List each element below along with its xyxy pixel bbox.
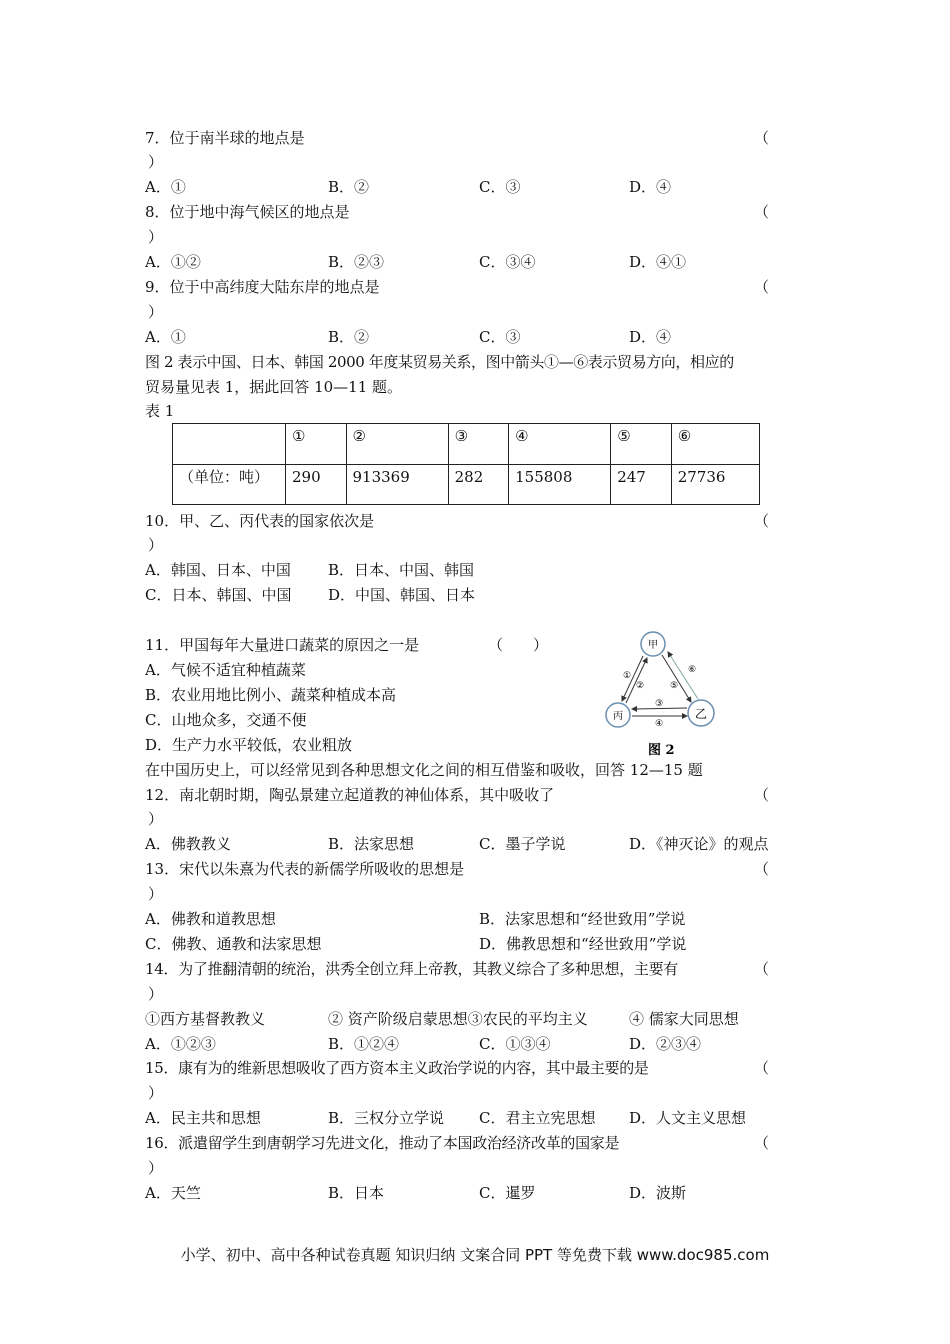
table-cell: 155808 (509, 464, 611, 505)
figure-2-caption: 图 2 (648, 743, 675, 758)
question-9-option-d: D．④ (629, 328, 672, 346)
question-15-paren-open: （ (754, 1059, 770, 1077)
question-14-stem: 14．为了推翻清朝的统治，洪秀全创立拜上帝教，其教义综合了多种思想，主要有 (145, 960, 678, 978)
question-8-option-d: D．④① (629, 253, 687, 271)
question-10-paren-close: ） (148, 536, 164, 554)
question-9-option-c: C．③ (479, 328, 521, 346)
question-10-option-b: B．日本、中国、韩国 (328, 561, 475, 579)
question-16-paren-open: （ (754, 1134, 770, 1152)
trade-volume-table (172, 423, 760, 505)
question-8-option-a: A．①② (145, 253, 201, 271)
question-11-option-c: C．山地众多，交通不便 (145, 711, 307, 729)
question-13-option-c: C．佛教、通教和法家思想 (145, 935, 322, 953)
table-cell: 282 (448, 464, 509, 505)
table-cell: 290 (286, 464, 347, 505)
question-16-option-b: B．日本 (328, 1184, 385, 1202)
question-16-option-a: A．天竺 (145, 1184, 201, 1202)
question-7-option-c: C．③ (479, 178, 521, 196)
question-9-option-b: B．② (328, 328, 370, 346)
footer-text: 小学、初中、高中各种试卷真题 知识归纳 文案合同 PPT 等免费下载 www.doc985.com (180, 1246, 770, 1264)
question-11-stem: 11．甲国每年大量进口蔬菜的原因之一是 (145, 636, 420, 654)
question-15-paren-close: ） (148, 1084, 164, 1102)
question-9-stem: 9．位于中高纬度大陆东岸的地点是 (145, 278, 380, 296)
question-8-paren-open: （ (754, 203, 770, 221)
node-yi-label: 乙 (694, 707, 708, 721)
question-12-paren-close: ） (148, 810, 164, 828)
question-15-stem: 15．康有为的维新思想吸收了西方资本主义政治学说的内容，其中最主要的是 (145, 1059, 649, 1077)
question-11-paren: （ ） (488, 636, 549, 654)
question-12-stem: 12．南北朝时期，陶弘景建立起道教的神仙体系，其中吸收了 (145, 786, 555, 804)
arrow-label-4: ④ (655, 719, 664, 729)
node-bing-label: 丙 (613, 711, 623, 722)
question-14-item-4: ④ 儒家大同思想 (629, 1010, 739, 1028)
question-12-option-d: D．《神灭论》的观点 (629, 835, 769, 853)
question-7-paren-close: ） (148, 153, 164, 171)
table-header-row (173, 424, 760, 465)
question-15-option-a: A．民主共和思想 (145, 1109, 261, 1127)
question-7-option-b: B．② (328, 178, 370, 196)
question-16-option-d: D．波斯 (629, 1184, 687, 1202)
question-15-option-c: C．君主立宪思想 (479, 1109, 596, 1127)
question-7-option-d: D．④ (629, 178, 672, 196)
question-13-paren-close: ） (148, 885, 164, 903)
table-cell: 27736 (671, 464, 759, 505)
table-header-cell: ② (346, 424, 448, 465)
question-7-option-a: A．① (145, 178, 186, 196)
intro-10-11-line-1: 图 2 表示中国、日本、韩国 2000 年度某贸易关系，图中箭头①—⑥表示贸易方向，相应的 (145, 353, 734, 371)
question-7-paren-open: （ (754, 129, 770, 147)
table-header-cell: ③ (448, 424, 509, 465)
question-13-paren-open: （ (754, 860, 770, 878)
question-14-item-1: ①西方基督教教义 (145, 1010, 266, 1028)
table-header-cell: ⑥ (671, 424, 759, 465)
table-header-cell: ⑤ (611, 424, 672, 465)
question-12-paren-open: （ (754, 786, 770, 804)
question-8-option-c: C．③④ (479, 253, 536, 271)
question-15-option-d: D．人文主义思想 (629, 1109, 747, 1127)
question-9-paren-open: （ (754, 278, 770, 296)
question-15-option-b: B．三权分立学说 (328, 1109, 445, 1127)
arrow-label-3: ③ (655, 699, 664, 709)
table-header-cell: ① (286, 424, 347, 465)
question-11-option-b: B．农业用地比例小、蔬菜种植成本高 (145, 686, 397, 704)
question-11-option-a: A．气候不适宜种植蔬菜 (145, 661, 306, 679)
intro-12-15: 在中国历史上，可以经常见到各种思想文化之间的相互借鉴和吸收，回答 12—15 题 (145, 761, 703, 779)
question-12-option-b: B．法家思想 (328, 835, 415, 853)
question-14-option-b: B．①②④ (328, 1035, 400, 1053)
question-8-option-b: B．②③ (328, 253, 385, 271)
question-9-paren-close: ） (148, 303, 164, 321)
question-14-option-c: C．①③④ (479, 1035, 551, 1053)
arrow-5 (662, 655, 691, 702)
question-16-option-c: C．暹罗 (479, 1184, 536, 1202)
intro-10-11-line-2: 贸易量见表 1，据此回答 10—11 题。 (145, 378, 403, 396)
figure-2-trade-diagram (598, 626, 728, 761)
table-cell: 247 (611, 464, 672, 505)
question-13-option-b: B．法家思想和“经世致用”学说 (479, 910, 686, 928)
question-10-option-a: A．韩国、日本、中国 (145, 561, 291, 579)
question-14-option-a: A．①②③ (145, 1035, 216, 1053)
question-13-option-a: A．佛教和道教思想 (145, 910, 276, 928)
question-9-option-a: A．① (145, 328, 186, 346)
question-16-paren-close: ） (148, 1159, 164, 1177)
question-14-item-2-3: ② 资产阶级启蒙思想③农民的平均主义 (328, 1010, 588, 1028)
question-12-option-c: C．墨子学说 (479, 835, 566, 853)
question-14-option-d: D．②③④ (629, 1035, 702, 1053)
question-12-option-a: A．佛教教义 (145, 835, 231, 853)
table-row-label: （单位：吨） (173, 464, 286, 505)
question-10-option-d: D．中国、韩国、日本 (328, 586, 476, 604)
table-1-caption: 表 1 (145, 402, 175, 420)
table-header-cell (173, 424, 286, 465)
table-row (173, 464, 760, 505)
question-8-stem: 8．位于地中海气候区的地点是 (145, 203, 350, 221)
table-header-cell: ④ (509, 424, 611, 465)
question-14-paren-close: ） (148, 985, 164, 1003)
question-10-stem: 10．甲、乙、丙代表的国家依次是 (145, 512, 375, 530)
arrow-label-1: ① (623, 671, 632, 681)
question-13-stem: 13．宋代以朱熹为代表的新儒学所吸收的思想是 (145, 860, 465, 878)
arrow-label-2: ② (636, 681, 645, 691)
node-jia-label: 甲 (648, 640, 658, 651)
question-13-option-d: D．佛教思想和“经世致用”学说 (479, 935, 687, 953)
question-14-paren-open: （ (754, 960, 770, 978)
question-7-stem: 7．位于南半球的地点是 (145, 129, 305, 147)
arrow-label-5: ⑤ (670, 681, 679, 691)
question-8-paren-close: ） (148, 228, 164, 246)
arrow-label-6: ⑥ (688, 665, 697, 675)
table-cell: 913369 (346, 464, 448, 505)
question-11-option-d: D．生产力水平较低，农业粗放 (145, 736, 353, 754)
arrow-6 (668, 652, 698, 699)
question-16-stem: 16．派遣留学生到唐朝学习先进文化，推动了本国政治经济改革的国家是 (145, 1134, 620, 1152)
question-10-paren-open: （ (754, 512, 770, 530)
question-10-option-c: C．日本、韩国、中国 (145, 586, 292, 604)
